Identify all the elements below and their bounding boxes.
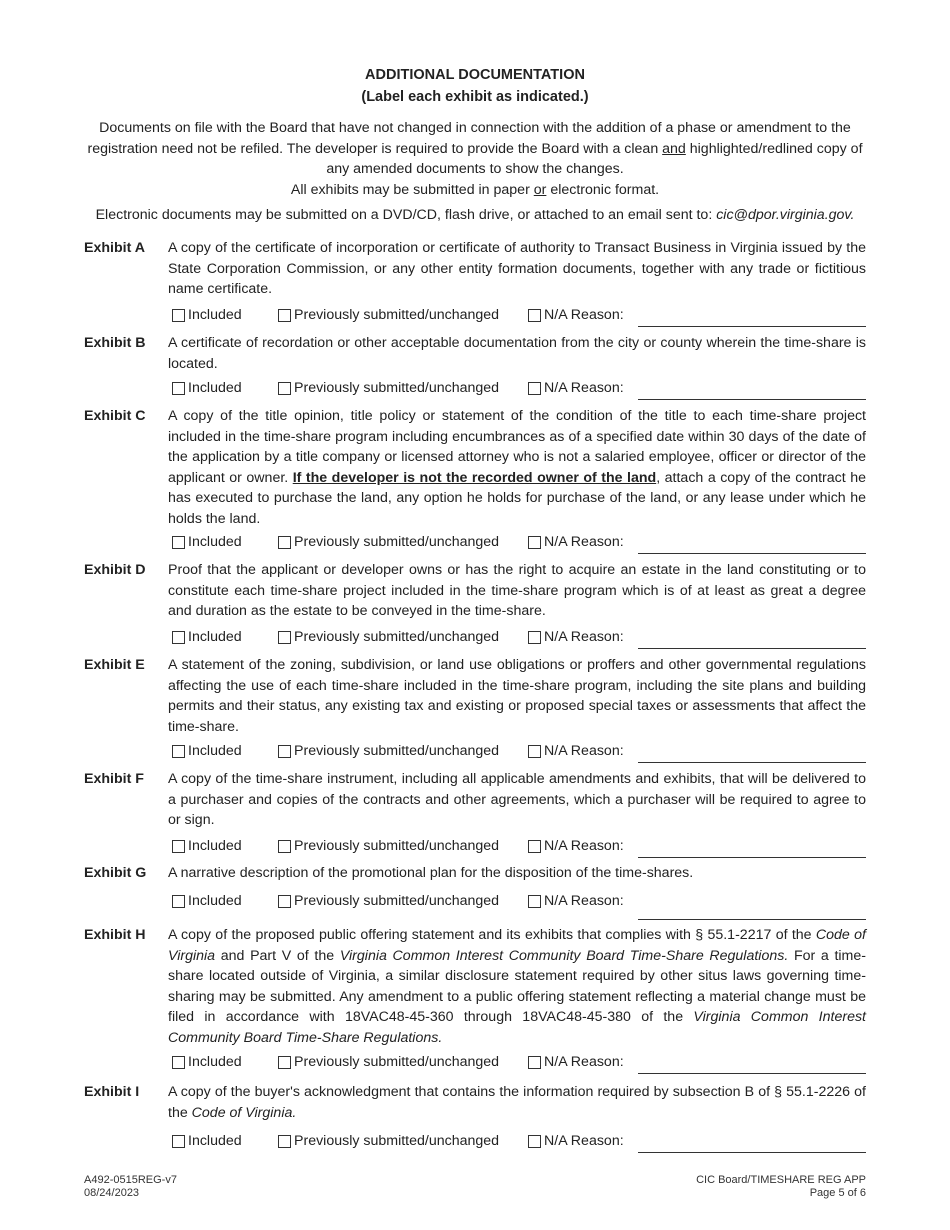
exhibit-label: Exhibit I: [84, 1084, 140, 1100]
previously-submitted-checkbox[interactable]: [278, 309, 291, 322]
email-address: cic@dpor.virginia.gov.: [716, 207, 855, 223]
exhibit-options: [172, 891, 866, 911]
previously-submitted-checkbox[interactable]: [278, 1135, 291, 1148]
na-option[interactable]: N/A Reason:: [528, 378, 624, 398]
na-option[interactable]: N/A Reason:: [528, 627, 624, 647]
included-checkbox[interactable]: [172, 309, 185, 322]
na-reason-field[interactable]: [638, 836, 866, 858]
form-id: A492-0515REG-v7: [84, 1174, 177, 1186]
exhibit-options: [172, 627, 866, 647]
included-checkbox[interactable]: [172, 1056, 185, 1069]
exhibit-label: Exhibit D: [84, 562, 146, 578]
included-option[interactable]: Included: [172, 891, 242, 911]
na-checkbox[interactable]: [528, 309, 541, 322]
na-checkbox[interactable]: [528, 895, 541, 908]
exhibit-label: Exhibit G: [84, 865, 147, 881]
na-reason-field[interactable]: [638, 1052, 866, 1074]
previously-submitted-checkbox[interactable]: [278, 745, 291, 758]
na-option[interactable]: N/A Reason:: [528, 741, 624, 761]
previously-submitted-option[interactable]: Previously submitted/unchanged: [278, 836, 499, 856]
exhibit-label: Exhibit F: [84, 771, 144, 787]
na-reason-field[interactable]: [638, 378, 866, 400]
exhibit-description: A statement of the zoning, subdivision, or land use obligations or proffers and other governmental regulations affecting the use of each time-share included in the time-share program, including the site plans and building permits and their status, any existing tax and existing or proposed special taxes or assessments that affect the time-share.: [168, 657, 866, 735]
na-checkbox[interactable]: [528, 1056, 541, 1069]
exhibit-description: Proof that the applicant or developer owns or has the right to acquire an estate in the land constituting or to constitute each time-share project included in the time-share program which is of at least as great a degree and duration as the estate to be conveyed in the time-share.: [168, 562, 866, 619]
included-checkbox[interactable]: [172, 382, 185, 395]
na-reason-field[interactable]: [638, 627, 866, 649]
exhibit-options: [172, 836, 866, 856]
footer-right: [696, 1174, 866, 1200]
na-option[interactable]: N/A Reason:: [528, 836, 624, 856]
included-option[interactable]: Included: [172, 627, 242, 647]
included-option[interactable]: Included: [172, 1131, 242, 1151]
na-reason-field[interactable]: [638, 305, 866, 327]
previously-submitted-option[interactable]: Previously submitted/unchanged: [278, 741, 499, 761]
previously-submitted-checkbox[interactable]: [278, 1056, 291, 1069]
form-date: 08/24/2023: [84, 1187, 140, 1199]
previously-submitted-option[interactable]: Previously submitted/unchanged: [278, 891, 499, 911]
included-checkbox[interactable]: [172, 631, 185, 644]
na-reason-field[interactable]: [638, 532, 866, 554]
na-reason-field[interactable]: [638, 1131, 866, 1153]
exhibit-label: Exhibit C: [84, 408, 146, 424]
na-option[interactable]: N/A Reason:: [528, 305, 624, 325]
na-reason-field[interactable]: [638, 891, 866, 920]
included-option[interactable]: Included: [172, 378, 242, 398]
na-checkbox[interactable]: [528, 1135, 541, 1148]
included-option[interactable]: Included: [172, 532, 242, 552]
na-checkbox[interactable]: [528, 631, 541, 644]
previously-submitted-option[interactable]: Previously submitted/unchanged: [278, 532, 499, 552]
previously-submitted-option[interactable]: Previously submitted/unchanged: [278, 1131, 499, 1151]
exhibit-description: A narrative description of the promotional plan for the disposition of the time-shares.: [168, 865, 694, 881]
na-checkbox[interactable]: [528, 745, 541, 758]
na-option[interactable]: N/A Reason:: [528, 1131, 624, 1151]
exhibit-description: A certificate of recordation or other acceptable documentation from the city or county wherein the time-share is located.: [168, 335, 866, 372]
exhibit-description: A copy of the certificate of incorporation or certificate of authority to Transact Business in Virginia issued by the State Corporation Commission, or any other entity formation documents, together with any trade or fictitious name certificate.: [168, 240, 866, 297]
exhibit-label: Exhibit H: [84, 927, 146, 943]
na-option[interactable]: N/A Reason:: [528, 891, 624, 911]
included-checkbox[interactable]: [172, 895, 185, 908]
previously-submitted-checkbox[interactable]: [278, 631, 291, 644]
included-checkbox[interactable]: [172, 840, 185, 853]
intro-format-note: All exhibits may be submitted in paper or electronic format.: [290, 182, 660, 198]
exhibit-options: [172, 532, 866, 552]
included-option[interactable]: Included: [172, 1052, 242, 1072]
exhibit-options: [172, 741, 866, 761]
included-checkbox[interactable]: [172, 1135, 185, 1148]
previously-submitted-checkbox[interactable]: [278, 840, 291, 853]
exhibit-label: Exhibit E: [84, 657, 145, 673]
na-option[interactable]: N/A Reason:: [528, 532, 624, 552]
included-option[interactable]: Included: [172, 836, 242, 856]
na-checkbox[interactable]: [528, 840, 541, 853]
included-checkbox[interactable]: [172, 745, 185, 758]
previously-submitted-option[interactable]: Previously submitted/unchanged: [278, 627, 499, 647]
previously-submitted-checkbox[interactable]: [278, 895, 291, 908]
previously-submitted-option[interactable]: Previously submitted/unchanged: [278, 305, 499, 325]
previously-submitted-checkbox[interactable]: [278, 382, 291, 395]
exhibit-options: [172, 1131, 866, 1151]
page-number: Page 5 of 6: [809, 1187, 866, 1199]
included-option[interactable]: Included: [172, 305, 242, 325]
na-checkbox[interactable]: [528, 382, 541, 395]
exhibit-label: Exhibit B: [84, 335, 146, 351]
board-name: CIC Board/TIMESHARE REG APP: [696, 1174, 866, 1186]
intro-electronic-note: Electronic documents may be submitted on a DVD/CD, flash drive, or attached to an email sent to: cic@dpor.virginia.gov.: [95, 207, 855, 223]
na-checkbox[interactable]: [528, 536, 541, 549]
exhibit-label: Exhibit A: [84, 240, 145, 256]
exhibit-description: A copy of the time-share instrument, including all applicable amendments and exhibits, that will be delivered to a purchaser and copies of the contracts and other agreements, which a purchaser will be required to agree to or sign.: [168, 771, 866, 828]
previously-submitted-option[interactable]: Previously submitted/unchanged: [278, 1052, 499, 1072]
previously-submitted-checkbox[interactable]: [278, 536, 291, 549]
previously-submitted-option[interactable]: Previously submitted/unchanged: [278, 378, 499, 398]
exhibit-description: A copy of the buyer's acknowledgment that contains the information required by subsection B of § 55.1-2226 of the Code of Virginia.: [168, 1084, 866, 1121]
na-option[interactable]: N/A Reason:: [528, 1052, 624, 1072]
exhibit-description: A copy of the title opinion, title policy or statement of the condition of the title to each time-share project included in the time-share program including encumbrances as of a specified date within 30 days of the date of the application by a title company or licensed attorney who is not a salaried employee, officer or director of the applicant or owner. If the developer is not the recorded owner of the land, attach a copy of the contract he has executed to purchase the land, any option he holds for purchase of the land, or any lease under which he holds the land.: [168, 408, 866, 527]
intro-paragraph: Documents on file with the Board that have not changed in connection with the addition of a phase or amendment to the registration need not be refiled. The developer is required to provide the Board with a clean and highlighted/redlined copy of any amended documents to show the changes.: [87, 120, 863, 177]
page-subtitle: (Label each exhibit as indicated.): [361, 89, 589, 105]
included-option[interactable]: Included: [172, 741, 242, 761]
included-checkbox[interactable]: [172, 536, 185, 549]
exhibit-options: [172, 305, 866, 325]
page-title: ADDITIONAL DOCUMENTATION: [365, 67, 585, 83]
footer-left: [84, 1174, 177, 1200]
exhibit-description: A copy of the proposed public offering statement and its exhibits that complies with § 55.1-2217 of the Code of Virginia and Part V of the Virginia Common Interest Community Board Time-Share Regulations. For a time-share located outside of Virginia, a similar disclosure statement required by other situs laws governing time-sharing may be submitted. Any amendment to a public offering statement reflecting a material change must be filed in accordance with 18VAC48-45-360 through 18VAC48-45-380 of the Virginia Common Interest Community Board Time-Share Regulations.: [168, 927, 866, 1046]
exhibit-options: [172, 1052, 866, 1072]
na-reason-field[interactable]: [638, 741, 866, 763]
exhibit-options: [172, 378, 866, 398]
